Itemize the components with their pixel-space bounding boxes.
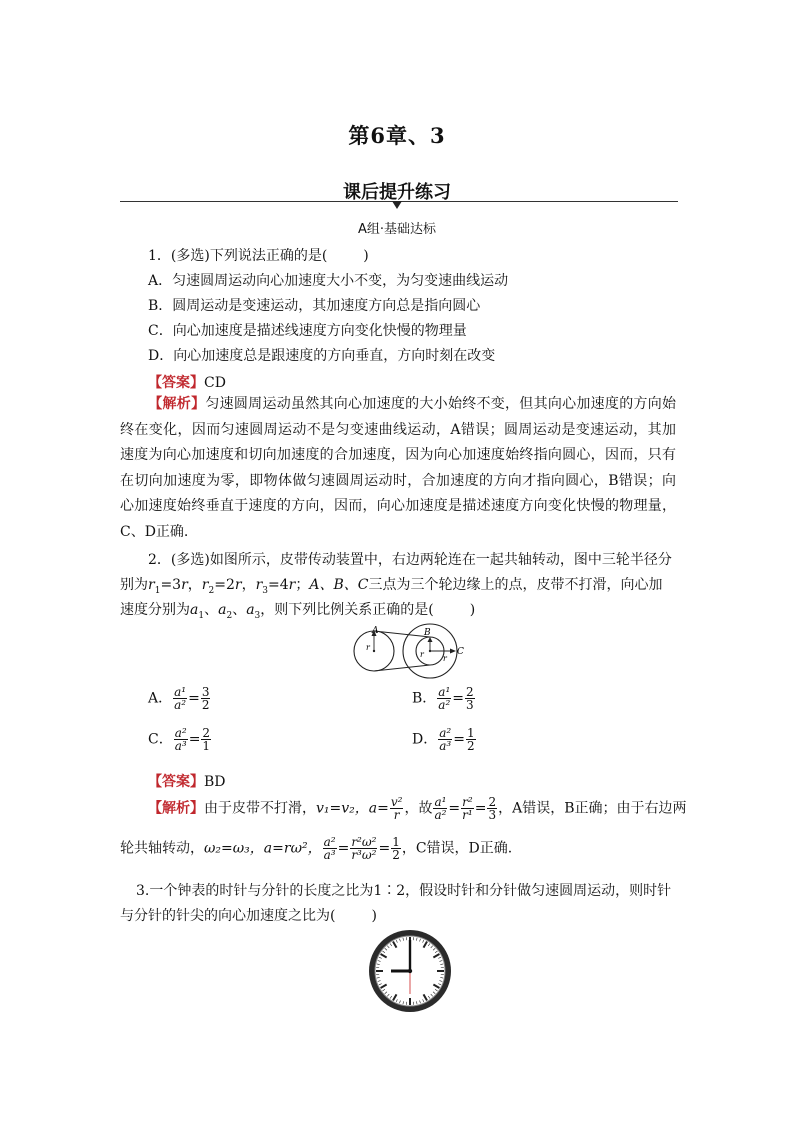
belt-top (374, 631, 430, 637)
clock-figure (367, 928, 453, 1014)
label-point-b: B (424, 628, 431, 638)
q1-option-a: A．匀速圆周运动向心加速度大小不变，为匀变速曲线运动 (148, 273, 509, 289)
q2-option-c: C． $\frac{\text{a²}}{\text{a³}}$ = $\frac{2}{1}$ (148, 726, 211, 753)
label-point-a: A (372, 626, 379, 636)
q2-analysis-line-1: 【解析】由于皮带不打滑，v₁=v₂，a= $\frac{\text{v²}}{r}$ ，故 $\frac{\text{a¹}}{\text{a²}}$ = $\frac{\text{r²}}{\text{r¹}}$ = $\frac{2}{3}$ ，A错误，B正确；由于右边两 (148, 795, 687, 822)
q1-option-d: D．向心加速度总是跟速度的方向垂直，方向时刻在改变 (148, 348, 496, 364)
q2-stem-line-1: 2．(多选)如图所示，皮带传动装置中，右边两轮连在一起共轴转动，图中三轮半径分 (148, 552, 672, 568)
answer-value: CD (204, 375, 226, 391)
q3-stem-line-1: 3.一个钟表的时针与分针的长度之比为1∶2，假设时针和分针做匀速圆周运动，则时针 (136, 883, 672, 899)
q2-option-d: D． $\frac{\text{a²}}{\text{a³}}$ = $\frac{1}{2}$ (412, 726, 475, 753)
q2-option-b: B． $\frac{\text{a¹}}{\text{a²}}$ = $\frac{2}{3}$ (412, 685, 474, 712)
q1-option-c: C．向心加速度是描述线速度方向变化快慢的物理量 (148, 323, 467, 339)
label-point-c: C (457, 647, 464, 657)
clock-center (408, 969, 412, 973)
q2-stem-line-2: 别为$r_1=3r$，$r_2=2r$，$r_3=4r$；A、B、C三点为三个轮边缘上的点，皮带不打滑，向心加 (120, 577, 663, 596)
analysis-text: 匀速圆周运动虽然其向心加速度的大小始终不变，但其向心加速度的方向始终在变化，因而匀速圆周运动不是匀变速曲线运动，A错误；圆周运动是变速运动，其加速度为向心加速度和切向加速度的合加速度，因为向心加速度始终指向圆心，因而，只有在切向加速度为零，即物体做匀速圆周运动时，合加速度的方向才指向圆心，B错误；向心加速度始终垂直于速度的方向，因而，向心加速度是描述速度方向变化快慢的物理量，C、D正确. (120, 396, 677, 540)
q2-option-a: A． $\frac{\text{a¹}}{\text{a²}}$ = $\frac{3}{2}$ (148, 685, 210, 712)
chapter-title: 第6章、3 (348, 123, 446, 148)
analysis-tag: 【解析】 (148, 396, 206, 412)
answer-tag: 【答案】 (148, 375, 204, 391)
belt-pulley-figure (350, 623, 465, 679)
q1-stem: 1．(多选)下列说法正确的是( ) (148, 248, 369, 264)
q1-option-b: B．圆周运动是变速运动，其加速度方向总是指向圆心 (148, 298, 481, 314)
group-label: A组·基础达标 (357, 222, 437, 237)
q1-analysis (120, 392, 676, 546)
q1-answer (148, 372, 226, 392)
q2-answer (148, 771, 226, 791)
answer-tag: 【答案】 (148, 774, 204, 790)
answer-value: BD (204, 774, 226, 790)
section-title: 课后提升练习 (343, 182, 451, 203)
label-r3: r (443, 654, 447, 663)
q2-stem-line-3: 速度分别为$a_1$、$a_2$、$a_3$，则下列比例关系正确的是( ) (120, 602, 476, 621)
q2-analysis-line-2: 轮共轴转动，ω₂=ω₃，a=rω²， $\frac{\text{a²}}{\text{a³}}$ = $\frac{\text{r²ω²}}{\text{r³ω²}}$ = $\frac{1}{2}$ ，C错误，D正确. (120, 835, 513, 862)
q3-stem-line-2: 与分针的针尖的向心加速度之比为( ) (120, 908, 377, 924)
triangle-marker-icon (392, 201, 402, 209)
label-r1: r (366, 643, 370, 652)
belt-bottom (374, 665, 430, 671)
analysis-tag: 【解析】 (148, 800, 204, 817)
label-r2: r (420, 650, 424, 659)
